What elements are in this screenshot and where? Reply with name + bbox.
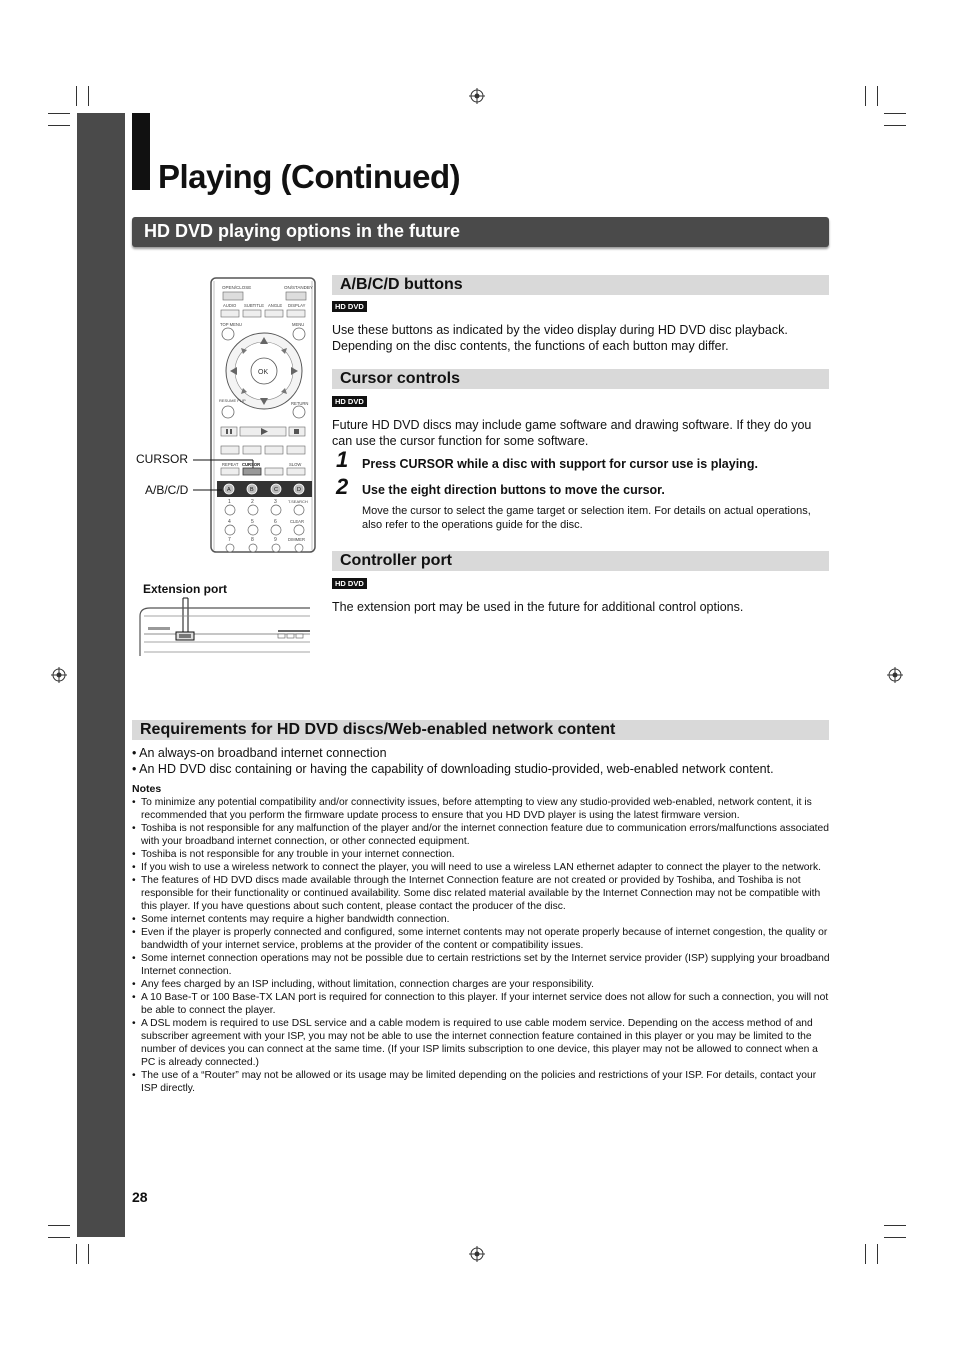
notes-heading: Notes [132, 783, 162, 795]
remote-c-label: C [274, 487, 278, 493]
page-title: Playing (Continued) [158, 158, 461, 195]
crop-mark [884, 1237, 906, 1238]
remote-cursor-label: CURSOR [242, 462, 261, 467]
hd-dvd-badge: HD DVD [332, 301, 367, 312]
note-item: • To minimize any potential compatibility and/or connectivity issues, before attempting to view any studio-provided web-enabled, network content, it is recommended that you perform the firmware update process to ensure that you HD DVD player is using the latest firmware version. [132, 796, 830, 822]
step-detail: Move the cursor to select the game target or selection item. For details on actual operations, also refer to the operations guide for the disc. [362, 505, 811, 531]
note-item: • The use of a “Router” may not be allowed or its usage may be limited depending on the policies and restrictions of your ISP. For details, contact your ISP directly. [132, 1069, 830, 1095]
remote-resume-label: RESUME FLIP [219, 398, 246, 403]
hd-dvd-badge: HD DVD [332, 578, 367, 589]
abcd-text: Use these buttons as indicated by the video display during HD DVD disc playback. Depending on the disc contents, the functions of each button may differ. [332, 323, 788, 353]
cursor-callout: CURSOR [136, 452, 189, 466]
note-item: • Some internet contents may require a higher bandwidth connection. [132, 913, 830, 926]
remote-audio-label: AUDIO [223, 303, 237, 308]
cursor-text: Future HD DVD discs may include game software and drawing software. If they do you can use the cursor function for some software. [332, 418, 812, 448]
crop-mark [48, 125, 70, 126]
remote-top-menu-label: TOP MENU [220, 322, 242, 327]
abcd-heading-bar [332, 275, 829, 295]
crop-mark [88, 1244, 89, 1264]
crop-mark [884, 113, 906, 114]
note-item: • Toshiba is not responsible for any trouble in your internet connection. [132, 848, 830, 861]
note-item: • The features of HD DVD discs made available through the Internet Connection feature are not created or provided by Toshiba, and Toshiba is not responsible for their functionality or continued availability. Some disc related material available by the Internet Connection may not be compatible with this player. If you have questions about such content, please contact the producer of the disc. [132, 874, 830, 913]
player-front-panel-figure [138, 596, 310, 658]
remote-a-label: A [227, 487, 231, 493]
remote-return-label: RETURN [291, 401, 309, 406]
remote-d-label: D [297, 487, 301, 493]
crop-mark [865, 86, 866, 106]
crop-mark [884, 1225, 906, 1226]
registration-mark-icon [469, 1246, 485, 1262]
controller-heading-bar [332, 551, 829, 571]
section-title: HD DVD playing options in the future [144, 221, 460, 241]
title-marker [132, 113, 150, 190]
cursor-heading: Cursor controls [340, 370, 461, 387]
remote-power-button [286, 292, 306, 300]
remote-2-label: 2 [251, 499, 254, 505]
crop-mark [48, 113, 70, 114]
registration-mark-icon [51, 667, 67, 683]
requirements-heading-bar [132, 720, 829, 740]
crop-mark [877, 1244, 878, 1264]
remote-clear-label: CLEAR [290, 519, 304, 524]
remote-8-label: 8 [251, 537, 254, 543]
crop-mark [76, 1244, 77, 1264]
registration-mark-icon [469, 88, 485, 104]
note-item: • A DSL modem is required to use DSL service and a cable modem is required to use cable modem service. Depending on the access method of and subscriber agreement with your ISP, you may not be able to use the internet connection feature contained in this player or you may be limited to the number of devices you can connect at the same time. (If your ISP limits subscription to one device, this player may not be allowed to connect when a PC is already connected.) [132, 1017, 830, 1069]
abcd-callout: A/B/C/D [145, 483, 189, 497]
controller-text: The extension port may be used in the future for additional control options. [332, 600, 744, 614]
remote-7-label: 7 [228, 537, 231, 543]
step-text: Use the eight direction buttons to move the cursor. [362, 483, 665, 497]
requirements-heading: Requirements for HD DVD discs/Web-enabled network content [140, 721, 616, 738]
hd-dvd-badge: HD DVD [332, 396, 367, 407]
remote-open-close-label: OPEN/CLOSE [222, 285, 252, 290]
remote-menu-label: MENU [292, 322, 305, 327]
note-item: • Some internet connection operations may not be possible due to certain restrictions set by the Internet service provider (ISP) supplying your broadband Internet connection. [132, 952, 830, 978]
remote-control-figure [130, 275, 330, 555]
crop-mark [48, 1237, 70, 1238]
crop-mark [76, 86, 77, 106]
remote-9-label: 9 [274, 537, 277, 543]
note-item: • If you wish to use a wireless network to connect the player, you will need to use a wireless LAN ethernet adapter to connect the player to the network. [132, 861, 830, 874]
remote-open-close-button [223, 292, 243, 300]
remote-angle-label: ANGLE [268, 303, 283, 308]
remote-dimmer-label: DIMMER [288, 537, 305, 542]
section-header [132, 217, 829, 247]
note-item: • A 10 Base-T or 100 Base-TX LAN port is required for connection to this player. If your internet service does not allow for such a connection, you will not be able to connect the player. [132, 991, 830, 1017]
crop-mark [48, 1225, 70, 1226]
remote-4-label: 4 [228, 519, 231, 525]
cursor-heading-bar [332, 369, 829, 389]
registration-mark-icon [887, 667, 903, 683]
crop-mark [884, 125, 906, 126]
remote-repeat-label: REPEAT [222, 462, 239, 467]
requirement-item: • An always-on broadband internet connection [132, 746, 387, 760]
remote-slow-label: SLOW [289, 462, 302, 467]
note-item: • Even if the player is properly connected and configured, some internet contents may not operate properly because of internet congestion, the quality or bandwidth of your internet service, problems at the provider of the content or compatibility issues. [132, 926, 830, 952]
page-number: 28 [132, 1189, 148, 1205]
note-item: • Any fees charged by an ISP including, without limitation, connection charges are your responsibility. [132, 978, 830, 991]
remote-3-label: 3 [274, 499, 277, 505]
abcd-heading: A/B/C/D buttons [340, 276, 463, 293]
remote-subtitle-label: SUBTITLE [244, 303, 265, 308]
remote-6-label: 6 [274, 519, 277, 525]
remote-5-label: 5 [251, 519, 254, 525]
step-text: Press CURSOR while a disc with support for cursor use is playing. [362, 457, 758, 471]
extension-port-label: Extension port [143, 582, 228, 596]
note-item: • Toshiba is not responsible for any malfunction of the player and/or the internet connection feature due to communication errors/malfunctions associated with your broadband internet connection, or other connected equipment. [132, 822, 830, 848]
remote-1-label: 1 [228, 499, 231, 505]
remote-ok-label: OK [258, 369, 269, 376]
remote-cursor-button [243, 468, 261, 475]
remote-standby-label: ON/STANDBY [284, 285, 313, 290]
requirement-item: • An HD DVD disc containing or having the capability of downloading studio-provided, web-enabled network content. [132, 762, 774, 776]
crop-mark [877, 86, 878, 106]
page-sidebar [77, 113, 125, 1237]
remote-display-label: DISPLAY [288, 303, 306, 308]
notes-list [132, 796, 830, 1095]
remote-b-label: B [250, 487, 254, 493]
remote-search-label: T.SEARCH [288, 499, 308, 504]
crop-mark [88, 86, 89, 106]
step-number: 1 [336, 447, 349, 472]
crop-mark [865, 1244, 866, 1264]
controller-heading: Controller port [340, 552, 452, 569]
step-number: 2 [336, 474, 349, 499]
